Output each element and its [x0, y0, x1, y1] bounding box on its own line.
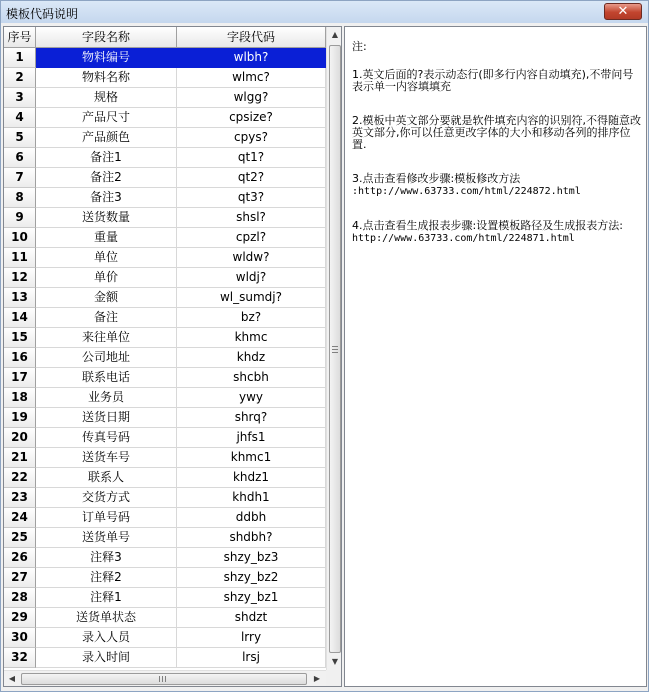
field-code-cell[interactable]: khdz1: [177, 468, 326, 488]
row-number[interactable]: 17: [4, 368, 36, 388]
field-code-cell[interactable]: shzy_bz2: [177, 568, 326, 588]
table-row[interactable]: [4, 648, 326, 668]
table-row[interactable]: [4, 448, 326, 468]
field-name-cell[interactable]: 联系人: [36, 468, 177, 488]
thumb-grip: [162, 676, 163, 682]
header-field-code[interactable]: 字段代码: [177, 27, 326, 48]
field-code-cell[interactable]: shzy_bz3: [177, 548, 326, 568]
row-number[interactable]: 4: [4, 108, 36, 128]
field-code-cell[interactable]: cpys?: [177, 128, 326, 148]
title-bar[interactable]: [1, 1, 648, 23]
field-code-cell[interactable]: jhfs1: [177, 428, 326, 448]
field-code-cell[interactable]: shdzt: [177, 608, 326, 628]
field-name-cell[interactable]: 注释1: [36, 588, 177, 608]
table-row[interactable]: [4, 168, 326, 188]
row-number[interactable]: 27: [4, 568, 36, 588]
field-code-cell[interactable]: khdh1: [177, 488, 326, 508]
row-number[interactable]: 24: [4, 508, 36, 528]
field-code-cell[interactable]: ywy: [177, 388, 326, 408]
field-code-cell[interactable]: wl_sumdj?: [177, 288, 326, 308]
field-name-cell[interactable]: 业务员: [36, 388, 177, 408]
field-code-cell[interactable]: khmc1: [177, 448, 326, 468]
scroll-left-button[interactable]: [4, 671, 20, 687]
field-name-cell[interactable]: 送货数量: [36, 208, 177, 228]
table-row[interactable]: [4, 608, 326, 628]
arrow-down-icon: ▼: [331, 657, 339, 666]
arrow-up-icon: ▲: [331, 30, 339, 39]
row-number[interactable]: 25: [4, 528, 36, 548]
field-name-cell[interactable]: 注释2: [36, 568, 177, 588]
table-row[interactable]: [4, 488, 326, 508]
thumb-grip: [165, 676, 166, 682]
notes-text: [352, 41, 642, 267]
note-item-4: [352, 220, 642, 245]
field-name-cell[interactable]: 送货日期: [36, 408, 177, 428]
arrow-left-icon: ◀: [8, 674, 16, 683]
row-number[interactable]: 21: [4, 448, 36, 468]
row-number[interactable]: 10: [4, 228, 36, 248]
row-number[interactable]: 28: [4, 588, 36, 608]
header-field-name[interactable]: 字段名称: [36, 27, 177, 48]
field-code-cell[interactable]: qt2?: [177, 168, 326, 188]
row-number[interactable]: 29: [4, 608, 36, 628]
field-name-cell[interactable]: 录入人员: [36, 628, 177, 648]
note-item-2: 2.模板中英文部分要就是软件填充内容的识别符,不得随意改英文部分,你可以任意更改字体的大小和移动各列的排序位置.: [352, 114, 641, 151]
field-name-cell[interactable]: 送货车号: [36, 448, 177, 468]
field-name-cell[interactable]: 送货单状态: [36, 608, 177, 628]
field-code-cell[interactable]: cpsize?: [177, 108, 326, 128]
notes-heading: 注:: [352, 40, 367, 53]
field-name-cell[interactable]: 公司地址: [36, 348, 177, 368]
field-code-cell[interactable]: shsl?: [177, 208, 326, 228]
table-row[interactable]: [4, 428, 326, 448]
field-name-cell[interactable]: 备注: [36, 308, 177, 328]
table-row[interactable]: [4, 208, 326, 228]
field-name-cell[interactable]: 物料名称: [36, 68, 177, 88]
field-code-cell[interactable]: wlgg?: [177, 88, 326, 108]
vertical-scrollbar[interactable]: [326, 27, 342, 670]
table-row[interactable]: [4, 328, 326, 348]
table-row[interactable]: [4, 348, 326, 368]
note-item-3: [352, 173, 642, 198]
table-row[interactable]: [4, 128, 326, 148]
note-item-3-text: 3.点击查看修改步骤:模板修改方法: [352, 172, 521, 185]
table-row[interactable]: [4, 508, 326, 528]
row-number[interactable]: 16: [4, 348, 36, 368]
table-row[interactable]: [4, 188, 326, 208]
field-name-cell[interactable]: 规格: [36, 88, 177, 108]
arrow-right-icon: ▶: [313, 674, 321, 683]
field-code-cell[interactable]: wlmc?: [177, 68, 326, 88]
field-name-cell[interactable]: 物料编号: [36, 48, 177, 68]
row-number[interactable]: 14: [4, 308, 36, 328]
row-number[interactable]: 32: [4, 648, 36, 668]
field-name-cell[interactable]: 交货方式: [36, 488, 177, 508]
row-number[interactable]: 19: [4, 408, 36, 428]
scroll-down-button[interactable]: [327, 654, 342, 670]
scrollbar-corner: [326, 670, 342, 686]
field-code-cell[interactable]: khdz: [177, 348, 326, 368]
row-number[interactable]: 11: [4, 248, 36, 268]
row-number[interactable]: 6: [4, 148, 36, 168]
field-name-cell[interactable]: 录入时间: [36, 648, 177, 668]
table-row[interactable]: [4, 548, 326, 568]
close-button[interactable]: [604, 3, 642, 20]
field-code-cell[interactable]: shzy_bz1: [177, 588, 326, 608]
field-name-cell[interactable]: 产品尺寸: [36, 108, 177, 128]
row-number[interactable]: 18: [4, 388, 36, 408]
table-row[interactable]: [4, 568, 326, 588]
thumb-grip: [332, 346, 338, 347]
close-icon: ✕: [617, 4, 629, 19]
field-code-grid[interactable]: [3, 26, 342, 687]
row-number[interactable]: 20: [4, 428, 36, 448]
field-name-cell[interactable]: 传真号码: [36, 428, 177, 448]
horizontal-scrollbar[interactable]: [4, 670, 326, 687]
horizontal-scroll-thumb[interactable]: [21, 673, 307, 685]
row-number[interactable]: 9: [4, 208, 36, 228]
row-number[interactable]: 3: [4, 88, 36, 108]
field-code-cell[interactable]: wldj?: [177, 268, 326, 288]
field-name-cell[interactable]: 金额: [36, 288, 177, 308]
field-name-cell[interactable]: 订单号码: [36, 508, 177, 528]
row-number[interactable]: 23: [4, 488, 36, 508]
table-row[interactable]: [4, 468, 326, 488]
field-code-cell[interactable]: ddbh: [177, 508, 326, 528]
header-num[interactable]: 序号: [4, 27, 36, 48]
table-row[interactable]: [4, 228, 326, 248]
field-name-cell[interactable]: 送货单号: [36, 528, 177, 548]
table-row[interactable]: [4, 588, 326, 608]
vertical-scroll-thumb[interactable]: [329, 45, 341, 653]
row-number[interactable]: 5: [4, 128, 36, 148]
row-number[interactable]: 1: [4, 48, 36, 68]
field-code-cell[interactable]: bz?: [177, 308, 326, 328]
thumb-grip: [159, 676, 160, 682]
table-row[interactable]: [4, 288, 326, 308]
table-row[interactable]: [4, 88, 326, 108]
row-number[interactable]: 8: [4, 188, 36, 208]
row-number[interactable]: 22: [4, 468, 36, 488]
field-name-cell[interactable]: 联系电话: [36, 368, 177, 388]
row-number[interactable]: 12: [4, 268, 36, 288]
window-title: 模板代码说明: [6, 7, 79, 21]
table-row[interactable]: [4, 68, 326, 88]
table-row[interactable]: [4, 248, 326, 268]
row-number[interactable]: 30: [4, 628, 36, 648]
row-number[interactable]: 7: [4, 168, 36, 188]
note-item-1: 1.英文后面的?表示动态行(即多行内容自动填充),不带问号表示单一内容填填充: [352, 68, 634, 93]
field-code-cell[interactable]: shrq?: [177, 408, 326, 428]
field-name-cell[interactable]: 产品颜色: [36, 128, 177, 148]
table-row[interactable]: [4, 108, 326, 128]
field-code-cell[interactable]: wlbh?: [177, 48, 326, 68]
table-row[interactable]: [4, 388, 326, 408]
table-row[interactable]: [4, 528, 326, 548]
field-code-cell[interactable]: qt3?: [177, 188, 326, 208]
field-code-cell[interactable]: cpzl?: [177, 228, 326, 248]
field-name-cell[interactable]: 注释3: [36, 548, 177, 568]
table-row[interactable]: [4, 408, 326, 428]
field-code-cell[interactable]: wldw?: [177, 248, 326, 268]
field-code-cell[interactable]: khmc: [177, 328, 326, 348]
table-row[interactable]: [4, 628, 326, 648]
row-number[interactable]: 13: [4, 288, 36, 308]
note-item-4-text: 4.点击查看生成报表步骤:设置模板路径及生成报表方法:: [352, 219, 623, 232]
notes-panel[interactable]: [344, 26, 647, 687]
field-code-cell[interactable]: shdbh?: [177, 528, 326, 548]
note-item-4-link[interactable]: http://www.63733.com/html/224871.html: [352, 233, 575, 244]
field-name-cell[interactable]: 来往单位: [36, 328, 177, 348]
field-code-cell[interactable]: shcbh: [177, 368, 326, 388]
row-number[interactable]: 15: [4, 328, 36, 348]
field-code-cell[interactable]: qt1?: [177, 148, 326, 168]
table-row[interactable]: [4, 368, 326, 388]
table-row[interactable]: [4, 268, 326, 288]
field-name-cell[interactable]: 重量: [36, 228, 177, 248]
row-number[interactable]: 2: [4, 68, 36, 88]
row-number[interactable]: 26: [4, 548, 36, 568]
grid-header: [4, 27, 326, 48]
field-code-cell[interactable]: lrsj: [177, 648, 326, 668]
thumb-grip: [332, 349, 338, 350]
table-row[interactable]: [4, 148, 326, 168]
note-item-3-link[interactable]: :http://www.63733.com/html/224872.html: [352, 186, 581, 197]
field-name-cell[interactable]: 备注1: [36, 148, 177, 168]
field-name-cell[interactable]: 单位: [36, 248, 177, 268]
scroll-right-button[interactable]: [309, 671, 325, 687]
table-row[interactable]: [4, 48, 326, 68]
field-name-cell[interactable]: 备注3: [36, 188, 177, 208]
field-name-cell[interactable]: 单价: [36, 268, 177, 288]
scroll-up-button[interactable]: [327, 27, 342, 43]
field-code-cell[interactable]: lrry: [177, 628, 326, 648]
thumb-grip: [332, 352, 338, 353]
table-row[interactable]: [4, 308, 326, 328]
field-name-cell[interactable]: 备注2: [36, 168, 177, 188]
